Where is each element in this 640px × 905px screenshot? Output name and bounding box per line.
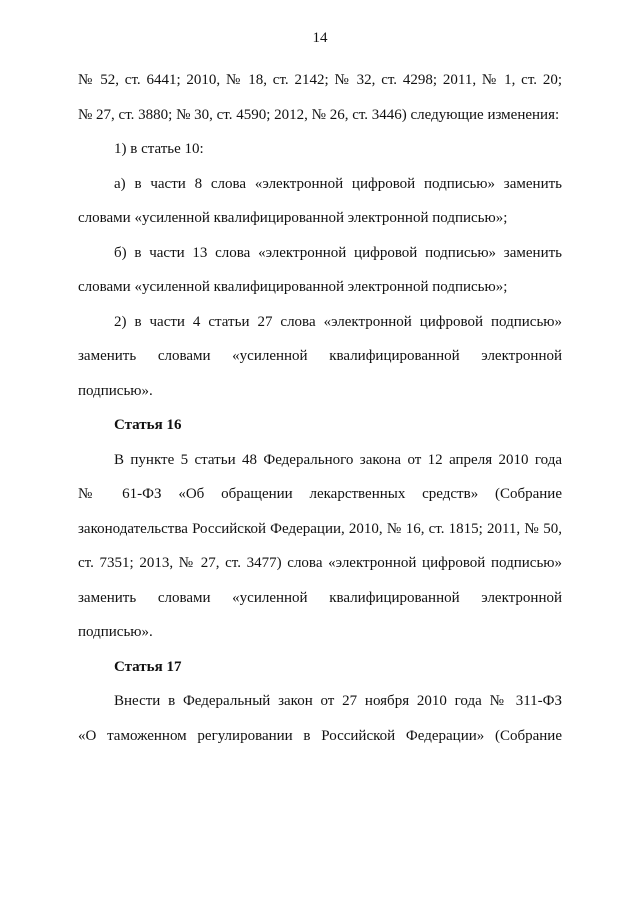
page-number: 14: [312, 30, 328, 46]
text-line: Внести в Федеральный закон от 27 ноября 2010 года № 311-ФЗ: [114, 693, 562, 709]
paragraph-article-16: [78, 443, 562, 650]
text-line: словами «усиленной квалифицированной электронной подписью»;: [78, 210, 508, 226]
text-line: заменить словами «усиленной квалифицированной электронной: [78, 348, 562, 364]
text-line: № 52, ст. 6441; 2010, № 18, ст. 2142; № 32, ст. 4298; 2011, № 1, ст. 20;: [78, 72, 562, 88]
paragraph-article-17: [78, 684, 562, 753]
text-line: «О таможенном регулировании в Российской Федерации» (Собрание: [78, 727, 562, 744]
text-line: 1) в статье 10:: [114, 141, 204, 157]
text-line: № 61-ФЗ «Об обращении лекарственных средств» (Собрание: [78, 486, 562, 502]
text-line: б) в части 13 слова «электронной цифровой подписью» заменить: [114, 244, 562, 261]
text-line: законодательства Российской Федерации, 2010, № 16, ст. 1815; 2011, № 50,: [78, 520, 562, 537]
text-line: а) в части 8 слова «электронной цифровой подписью» заменить: [114, 175, 562, 192]
text-line: ст. 7351; 2013, № 27, ст. 3477) слова «электронной цифровой подписью»: [78, 555, 562, 571]
text-line: подписью».: [78, 382, 153, 399]
paragraph-item-1: [78, 132, 562, 167]
paragraph-item-a: [78, 167, 562, 236]
paragraph-item-2: [78, 305, 562, 409]
paragraph-item-b: [78, 236, 562, 305]
text-line: заменить словами «усиленной квалифицированной электронной: [78, 589, 562, 606]
article-heading: Статья 17: [114, 658, 182, 675]
document-body: [78, 63, 562, 753]
text-line: В пункте 5 статьи 48 Федерального закона от 12 апреля 2010 года: [114, 451, 562, 468]
paragraph-continuation: [78, 63, 562, 132]
text-line: словами «усиленной квалифицированной электронной подписью»;: [78, 279, 508, 295]
article-heading: Статья 16: [114, 417, 182, 433]
text-line: подписью».: [78, 624, 153, 640]
text-line: № 27, ст. 3880; № 30, ст. 4590; 2012, № 26, ст. 3446) следующие изменения:: [78, 106, 560, 123]
text-line: 2) в части 4 статьи 27 слова «электронной цифровой подписью»: [114, 313, 562, 330]
